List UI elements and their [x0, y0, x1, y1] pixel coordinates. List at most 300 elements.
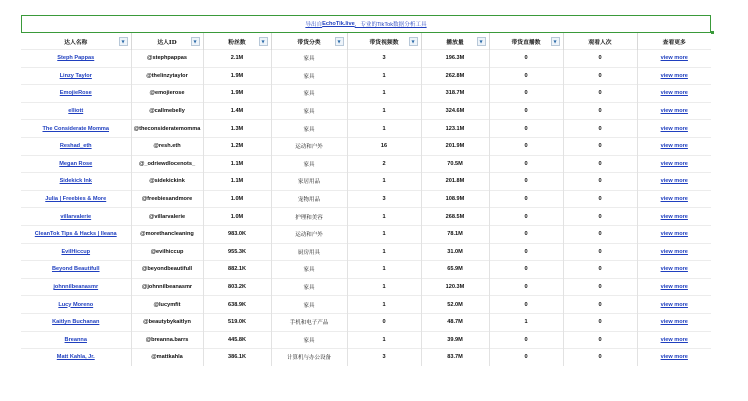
table-row [21, 120, 711, 138]
table-cell [563, 331, 637, 349]
influencer-name-link[interactable]: Steph Pappas [57, 55, 95, 62]
filter-dropdown-icon[interactable]: ▼ [477, 37, 486, 46]
follower-count: 955.3K [227, 248, 247, 255]
table-cell [563, 278, 637, 296]
view-count: 48.7M [447, 319, 463, 326]
banner-brand: EchoTik.live [322, 21, 355, 27]
table-cell [489, 137, 563, 155]
view-count: 324.6M [445, 108, 465, 115]
table-cell [131, 173, 203, 191]
filter-dropdown-icon[interactable]: ▼ [409, 37, 418, 46]
table-cell [489, 349, 563, 366]
column-header-label: 观看人次 [588, 39, 612, 46]
influencer-id: @beyondbeautifull [141, 266, 193, 273]
table-cell [563, 225, 637, 243]
influencer-name-link[interactable]: Julia | Freebies & More [45, 196, 107, 203]
table-cell [131, 120, 203, 138]
table-cell [271, 331, 347, 349]
product-category: 护理和美容 [295, 214, 323, 221]
view-more-link[interactable]: view more [660, 284, 688, 291]
influencer-id: @morethancleaning [140, 231, 194, 238]
view-more-link[interactable]: view more [660, 196, 688, 203]
table-cell [421, 225, 489, 243]
live-count: 0 [524, 354, 528, 361]
live-count: 0 [524, 301, 528, 308]
table-cell [421, 190, 489, 208]
table-cell [421, 50, 489, 68]
influencer-id: @stephpappas [147, 55, 187, 62]
influencer-name-link[interactable]: Linzy Taylor [59, 72, 92, 79]
follower-count: 803.2K [227, 284, 247, 291]
table-cell [563, 261, 637, 279]
table-cell [203, 261, 271, 279]
table-cell [489, 313, 563, 331]
table-cell [421, 102, 489, 120]
watcher-count: 0 [598, 125, 602, 132]
live-count: 0 [524, 196, 528, 203]
video-count: 1 [382, 108, 386, 115]
influencer-id: @beautybykaitlyn [143, 319, 191, 326]
table-row [21, 173, 711, 191]
table-cell [489, 243, 563, 261]
live-count: 0 [524, 125, 528, 132]
table-cell [489, 102, 563, 120]
table-cell [563, 155, 637, 173]
view-more-link[interactable]: view more [660, 231, 688, 238]
table-row [21, 85, 711, 103]
table-cell [347, 190, 421, 208]
follower-count: 1.1M [230, 178, 244, 185]
table-cell [563, 102, 637, 120]
influencer-name-link[interactable]: Kaitlyn Buchanan [52, 319, 100, 326]
watcher-count: 0 [598, 160, 602, 167]
table-cell [131, 243, 203, 261]
column-header [131, 33, 203, 50]
table-cell [21, 190, 131, 208]
table-cell [421, 243, 489, 261]
table-cell [637, 120, 711, 138]
view-more-link[interactable]: view more [660, 336, 688, 343]
influencer-id: @mattkahla [151, 354, 183, 361]
video-count: 1 [382, 178, 386, 185]
table-cell [421, 208, 489, 226]
product-category: 家具 [303, 302, 315, 309]
follower-count: 638.9K [227, 301, 247, 308]
table-cell [203, 296, 271, 314]
follower-count: 1.0M [230, 196, 244, 203]
table-cell [347, 173, 421, 191]
column-header-label: 带货分类 [297, 39, 321, 46]
table-cell [21, 155, 131, 173]
table-cell [203, 85, 271, 103]
table-cell [21, 67, 131, 85]
product-category: 运动和户外 [295, 144, 323, 151]
banner-suffix: ，专业的TikTok数据分析工具 [354, 22, 427, 28]
filter-dropdown-icon[interactable]: ▼ [335, 37, 344, 46]
table-cell [21, 243, 131, 261]
table-cell [637, 313, 711, 331]
product-category: 家具 [303, 73, 315, 80]
table-row [21, 296, 711, 314]
table-cell [347, 349, 421, 366]
video-count: 16 [380, 143, 388, 150]
influencer-name-link[interactable]: The Considerate Momma [42, 125, 110, 132]
influencer-id: @evilhiccup [150, 248, 184, 255]
table-cell [489, 261, 563, 279]
table-cell [347, 296, 421, 314]
table-cell [21, 50, 131, 68]
table-row [21, 261, 711, 279]
table-cell [131, 67, 203, 85]
influencer-id: @villarvalerie [148, 213, 186, 220]
table-cell [131, 208, 203, 226]
influencer-id: @freebiesandmore [141, 196, 193, 203]
table-cell [21, 102, 131, 120]
influencer-id: @thelinzytaylor [146, 72, 188, 79]
table-row [21, 190, 711, 208]
table-cell [131, 261, 203, 279]
table-cell [131, 331, 203, 349]
watcher-count: 0 [598, 108, 602, 115]
view-more-link[interactable]: view more [660, 143, 688, 150]
product-category: 宠物用品 [297, 197, 320, 204]
watcher-count: 0 [598, 336, 602, 343]
influencer-name-link[interactable]: Beyond Beautifull [51, 266, 100, 273]
table-cell [563, 137, 637, 155]
table-cell [421, 296, 489, 314]
view-more-link[interactable]: view more [660, 55, 688, 62]
table-cell [637, 50, 711, 68]
table-cell [21, 331, 131, 349]
table-cell [421, 85, 489, 103]
column-header [563, 33, 637, 50]
table-cell [489, 155, 563, 173]
table-cell [637, 173, 711, 191]
table-cell [421, 313, 489, 331]
table-cell [271, 349, 347, 366]
table-cell [21, 261, 131, 279]
follower-count: 1.3M [230, 125, 244, 132]
table-row [21, 67, 711, 85]
table-cell [347, 208, 421, 226]
table-cell [271, 85, 347, 103]
table-row [21, 155, 711, 173]
table-cell [21, 225, 131, 243]
table-row [21, 137, 711, 155]
table-cell [203, 102, 271, 120]
table-cell [271, 313, 347, 331]
table-cell [271, 50, 347, 68]
view-more-link[interactable]: view more [660, 108, 688, 115]
filter-dropdown-icon[interactable]: ▼ [551, 37, 560, 46]
table-cell [131, 155, 203, 173]
table-cell [347, 50, 421, 68]
table-row [21, 278, 711, 296]
view-more-link[interactable]: view more [660, 90, 688, 97]
filter-dropdown-icon[interactable]: ▼ [119, 37, 128, 46]
influencer-id: @johnnilbeanasmr [141, 284, 193, 291]
table-cell [347, 67, 421, 85]
table-cell [421, 261, 489, 279]
table-cell [489, 120, 563, 138]
table-cell [347, 261, 421, 279]
filter-dropdown-icon[interactable]: ▼ [259, 37, 268, 46]
table-row [21, 243, 711, 261]
table-cell [271, 102, 347, 120]
influencer-id: @_odriewdlocenots_ [138, 160, 196, 167]
table-row [21, 102, 711, 120]
live-count: 0 [524, 284, 528, 291]
table-cell [21, 296, 131, 314]
table-cell [203, 278, 271, 296]
influencer-name-link[interactable]: Lucy Moreno [58, 301, 94, 308]
product-category: 家具 [303, 161, 315, 168]
follower-count: 386.1K [227, 354, 247, 361]
table-cell [489, 85, 563, 103]
product-category: 家具 [303, 267, 315, 274]
influencer-id: @theconsideratemomma [133, 125, 201, 132]
product-category: 家具 [303, 126, 315, 133]
video-count: 1 [382, 266, 386, 273]
column-header [421, 33, 489, 50]
influencer-name-link[interactable]: elliott [68, 108, 84, 115]
table-cell [489, 225, 563, 243]
influencer-name-link[interactable]: Reshad_eth [59, 143, 92, 150]
follower-count: 1.4M [230, 108, 244, 115]
view-count: 201.9M [445, 143, 465, 150]
table-cell [21, 278, 131, 296]
table-cell [131, 296, 203, 314]
product-category: 计算机与办公设备 [286, 355, 331, 362]
video-count: 1 [382, 213, 386, 220]
influencer-name-link[interactable]: Breanna [64, 336, 87, 343]
table-cell [131, 278, 203, 296]
video-count: 1 [382, 90, 386, 97]
table-cell [203, 137, 271, 155]
view-count: 201.8M [445, 178, 465, 185]
column-header [489, 33, 563, 50]
live-count: 0 [524, 143, 528, 150]
view-more-link[interactable]: view more [660, 301, 688, 308]
table-cell [203, 349, 271, 366]
follower-count: 519.0K [227, 319, 247, 326]
influencer-name-link[interactable]: villarvalerie [60, 213, 92, 220]
filter-dropdown-icon[interactable]: ▼ [191, 37, 200, 46]
watcher-count: 0 [598, 55, 602, 62]
column-header [21, 33, 131, 50]
table-row [21, 331, 711, 349]
influencer-id: @breanna.barrs [145, 336, 189, 343]
table-cell [347, 102, 421, 120]
view-count: 65.9M [447, 266, 463, 273]
watcher-count: 0 [598, 266, 602, 273]
follower-count: 2.1M [230, 55, 244, 62]
table-cell [131, 225, 203, 243]
follower-count: 445.8K [227, 336, 247, 343]
table-cell [489, 278, 563, 296]
influencer-id: @callmebelly [149, 108, 185, 115]
table-cell [563, 208, 637, 226]
table-cell [489, 173, 563, 191]
influencer-name-link[interactable]: Megan Rose [59, 160, 93, 167]
table-cell [271, 278, 347, 296]
table-cell [489, 50, 563, 68]
watcher-count: 0 [598, 143, 602, 150]
table-cell [421, 155, 489, 173]
table-cell [131, 349, 203, 366]
follower-count: 1.9M [230, 90, 244, 97]
table-cell [131, 85, 203, 103]
follower-count: 1.2M [230, 143, 244, 150]
live-count: 0 [524, 231, 528, 238]
live-count: 0 [524, 336, 528, 343]
table-cell [563, 243, 637, 261]
influencer-id: @sidekickink [149, 178, 185, 185]
view-count: 268.5M [445, 213, 465, 220]
view-more-link[interactable]: view more [660, 266, 688, 273]
live-count: 0 [524, 55, 528, 62]
view-more-link[interactable]: view more [660, 213, 688, 220]
video-count: 2 [382, 160, 386, 167]
table-cell [637, 225, 711, 243]
table-cell [421, 349, 489, 366]
view-count: 31.0M [447, 248, 463, 255]
table-row [21, 349, 711, 366]
video-count: 1 [382, 231, 386, 238]
influencer-name-link[interactable]: johnnilbeanasmr [53, 284, 99, 291]
table-cell [271, 243, 347, 261]
table-cell [489, 67, 563, 85]
table-cell [131, 102, 203, 120]
table-cell [637, 102, 711, 120]
table-cell [21, 313, 131, 331]
table-cell [421, 137, 489, 155]
table-cell [203, 67, 271, 85]
view-count: 52.0M [447, 301, 463, 308]
influencer-name-link[interactable]: Matt Kahla, Jr. [56, 354, 95, 361]
view-more-link[interactable]: view more [660, 319, 688, 326]
product-category: 家具 [303, 337, 315, 344]
table-cell [637, 349, 711, 366]
product-category: 家居用品 [297, 179, 320, 186]
table-cell [563, 67, 637, 85]
column-header [347, 33, 421, 50]
table-cell [489, 190, 563, 208]
table-cell [347, 137, 421, 155]
watcher-count: 0 [598, 319, 602, 326]
table-cell [347, 155, 421, 173]
column-header [203, 33, 271, 50]
table-cell [271, 173, 347, 191]
table-cell [21, 85, 131, 103]
table-cell [131, 137, 203, 155]
live-count: 1 [524, 319, 528, 326]
live-count: 0 [524, 160, 528, 167]
view-count: 78.1M [447, 231, 463, 238]
table-cell [637, 67, 711, 85]
video-count: 3 [382, 354, 386, 361]
table-cell [421, 173, 489, 191]
product-category: 厨房用具 [297, 249, 320, 256]
table-cell [271, 120, 347, 138]
table-cell [637, 278, 711, 296]
watcher-count: 0 [598, 213, 602, 220]
cell-selection-handle[interactable] [711, 31, 714, 34]
table-cell [563, 50, 637, 68]
view-more-link[interactable]: view more [660, 160, 688, 167]
product-category: 手机和电子产品 [289, 320, 329, 327]
product-category: 家具 [303, 91, 315, 98]
table-cell [421, 278, 489, 296]
table-cell [637, 85, 711, 103]
column-header-label: 查看更多 [662, 39, 686, 46]
table-cell [637, 137, 711, 155]
table-cell [203, 313, 271, 331]
video-count: 0 [382, 319, 386, 326]
influencer-name-link[interactable]: EvilHiccup [61, 248, 91, 255]
column-header [637, 33, 711, 50]
follower-count: 882.1K [227, 266, 247, 273]
view-more-link[interactable]: view more [660, 248, 688, 255]
view-more-link[interactable]: view more [660, 354, 688, 361]
table-cell [347, 85, 421, 103]
video-count: 1 [382, 336, 386, 343]
influencer-name-link[interactable]: CleanTok Tips & Hacks | Ileana [34, 231, 117, 238]
table-cell [203, 120, 271, 138]
table-cell [347, 120, 421, 138]
header-row [21, 33, 711, 50]
video-count: 1 [382, 125, 386, 132]
view-count: 120.3M [445, 284, 465, 291]
influencer-id: @resh.eth [153, 143, 181, 150]
watcher-count: 0 [598, 90, 602, 97]
live-count: 0 [524, 213, 528, 220]
table-row [21, 225, 711, 243]
view-more-link[interactable]: view more [660, 125, 688, 132]
table-cell [271, 296, 347, 314]
view-more-link[interactable]: view more [660, 178, 688, 185]
table-cell [563, 173, 637, 191]
view-count: 318.7M [445, 90, 465, 97]
video-count: 1 [382, 301, 386, 308]
table-cell [637, 243, 711, 261]
table-cell [203, 225, 271, 243]
table-cell [563, 190, 637, 208]
influencer-name-link[interactable]: EmojieRose [59, 90, 92, 97]
table-cell [271, 155, 347, 173]
table-cell [271, 208, 347, 226]
table-cell [271, 190, 347, 208]
view-more-link[interactable]: view more [660, 72, 688, 79]
table-cell [271, 261, 347, 279]
table-cell [21, 208, 131, 226]
table-cell [421, 67, 489, 85]
table-cell [203, 243, 271, 261]
watcher-count: 0 [598, 301, 602, 308]
influencer-name-link[interactable]: Sidekick Ink [59, 178, 92, 185]
column-header-label: 带货直播数 [511, 39, 541, 46]
table-cell [131, 190, 203, 208]
live-count: 0 [524, 90, 528, 97]
live-count: 0 [524, 72, 528, 79]
table-cell [203, 208, 271, 226]
follower-count: 1.1M [230, 160, 244, 167]
view-count: 123.1M [445, 125, 465, 132]
table-cell [21, 120, 131, 138]
export-banner-link[interactable] [21, 15, 711, 33]
table-cell [637, 190, 711, 208]
table-cell [271, 67, 347, 85]
